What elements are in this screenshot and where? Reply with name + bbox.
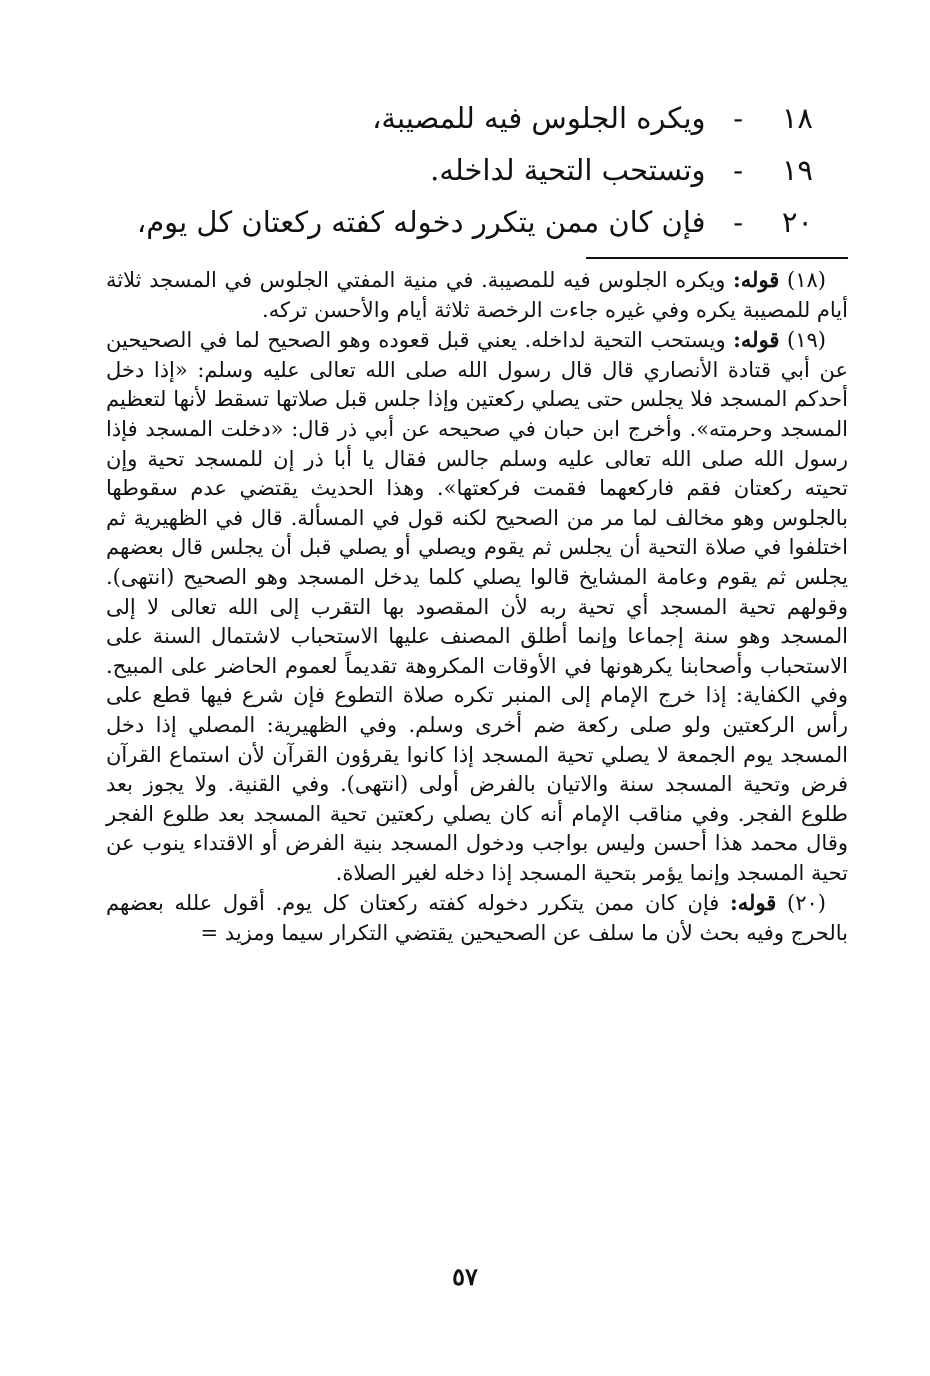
item-number: ١٨	[781, 101, 813, 135]
paragraph-label: قوله:	[730, 890, 777, 916]
paragraph-text: فإن كان ممن يتكرر دخوله كفته ركعتان كل يوم. أقول علله بعضهم بالحرج وفيه بحث لأن ما سلف عن الصحيحين يقتضي التكرار سيما ومزيد =	[106, 891, 848, 946]
main-text-line	[113, 144, 813, 196]
commentary-paragraph	[106, 265, 848, 325]
item-dash: -	[733, 153, 743, 187]
item-dash: -	[733, 101, 743, 135]
item-dash: -	[733, 205, 743, 239]
item-number: ٢٠	[781, 205, 813, 239]
commentary-section	[106, 265, 848, 949]
paragraph-number: (١٩)	[787, 328, 826, 353]
paragraph-text: ويكره الجلوس فيه للمصيبة. في منية المفتي الجلوس في المسجد ثلاثة أيام للمصيبة يكره وفي غيره جاءت الرخصة ثلاثة أيام والأحسن تركه.	[106, 268, 848, 322]
paragraph-label: قوله:	[733, 267, 780, 292]
item-text: وتستحب التحية لداخله.	[430, 153, 706, 187]
paragraph-number: (٢٠)	[787, 891, 826, 916]
item-text: ويكره الجلوس فيه للمصيبة،	[372, 101, 706, 135]
main-text-line	[113, 92, 813, 144]
page-number: ٥٧	[452, 1262, 478, 1291]
footnote-separator	[586, 257, 848, 259]
paragraph-number: (١٨)	[787, 268, 826, 292]
paragraph-label: قوله:	[733, 327, 780, 353]
main-text-line	[113, 196, 813, 248]
item-text: فإن كان ممن يتكرر دخوله كفته ركعتان كل يوم،	[136, 205, 706, 239]
main-text	[113, 92, 813, 248]
paragraph-text: ويستحب التحية لداخله. يعني قبل قعوده وهو الصحيح لما في الصحيحين عن أبي قتادة الأنصاري قال قال رسول الله صلى الله تعالى عليه وسلم: «إذا دخل أحدكم المسجد فلا يجلس حتى يصلي ركعتين وإذا جلس قبل صلاتها تسقط لأنها لتعظيم المسجد وحرمته». وأخرج ابن حبان في صحيحه عن أبي ذر قال: «دخلت المسجد فإذا رسول الله صلى الله تعالى عليه وسلم جالس فقال يا أبا ذر إن للمسجد تحية وإن تحيته ركعتان فقم فاركعهما فقمت فركعتها». وهذا الحديث يقتضي عدم سقوطها بالجلوس وهو مخالف لما مر من الصحيح لكنه قول في المسألة. قال في الظهيرية ثم اختلفوا في صلاة التحية أن يجلس ثم يقوم ويصلي أو يصلي قبل أن يجلس قال بعضهم يجلس ثم يقوم وعامة المشايخ قالوا يصلي كلما يدخل المسجد وهو الصحيح (انتهى). وقولهم تحية المسجد أي تحية ربه لأن المقصود بها التقرب إلى الله تعالى لا إلى المسجد وهو سنة إجماعا وإنما أطلق المصنف عليها الاستحباب لاشتمال السنة على الاستحباب وأصحابنا يكرهونها في الأوقات المكروهة تقديماً لعموم الحاضر على المبيح. وفي الكفاية: إذا خرج الإمام إلى المنبر تكره صلاة التطوع فإن شرع فيها قطع على رأس الركعتين ولو صلى ركعة ضم أخرى وسلم. وفي الظهيرية: المصلي إذا دخل المسجد يوم الجمعة لا يصلي تحية المسجد إذا كانوا يقرؤون القرآن لأن استماع القرآن فرض وتحية المسجد سنة والاتيان بالفرض أولى (انتهى). وفي القنية. ولا يجوز بعد طلوع الفجر. وفي مناقب الإمام أنه كان يصلي ركعتين تحية المسجد بعد طلوع الفجر وقال محمد هذا أحسن وليس بواجب ودخول المسجد بنية الفرض أو الاقتداء ينوب عن تحية المسجد وإنما يؤمر بتحية المسجد إذا دخله لغير الصلاة.	[106, 328, 848, 885]
commentary-paragraph	[106, 325, 848, 888]
item-number: ١٩	[781, 153, 813, 187]
commentary-paragraph	[106, 888, 848, 948]
